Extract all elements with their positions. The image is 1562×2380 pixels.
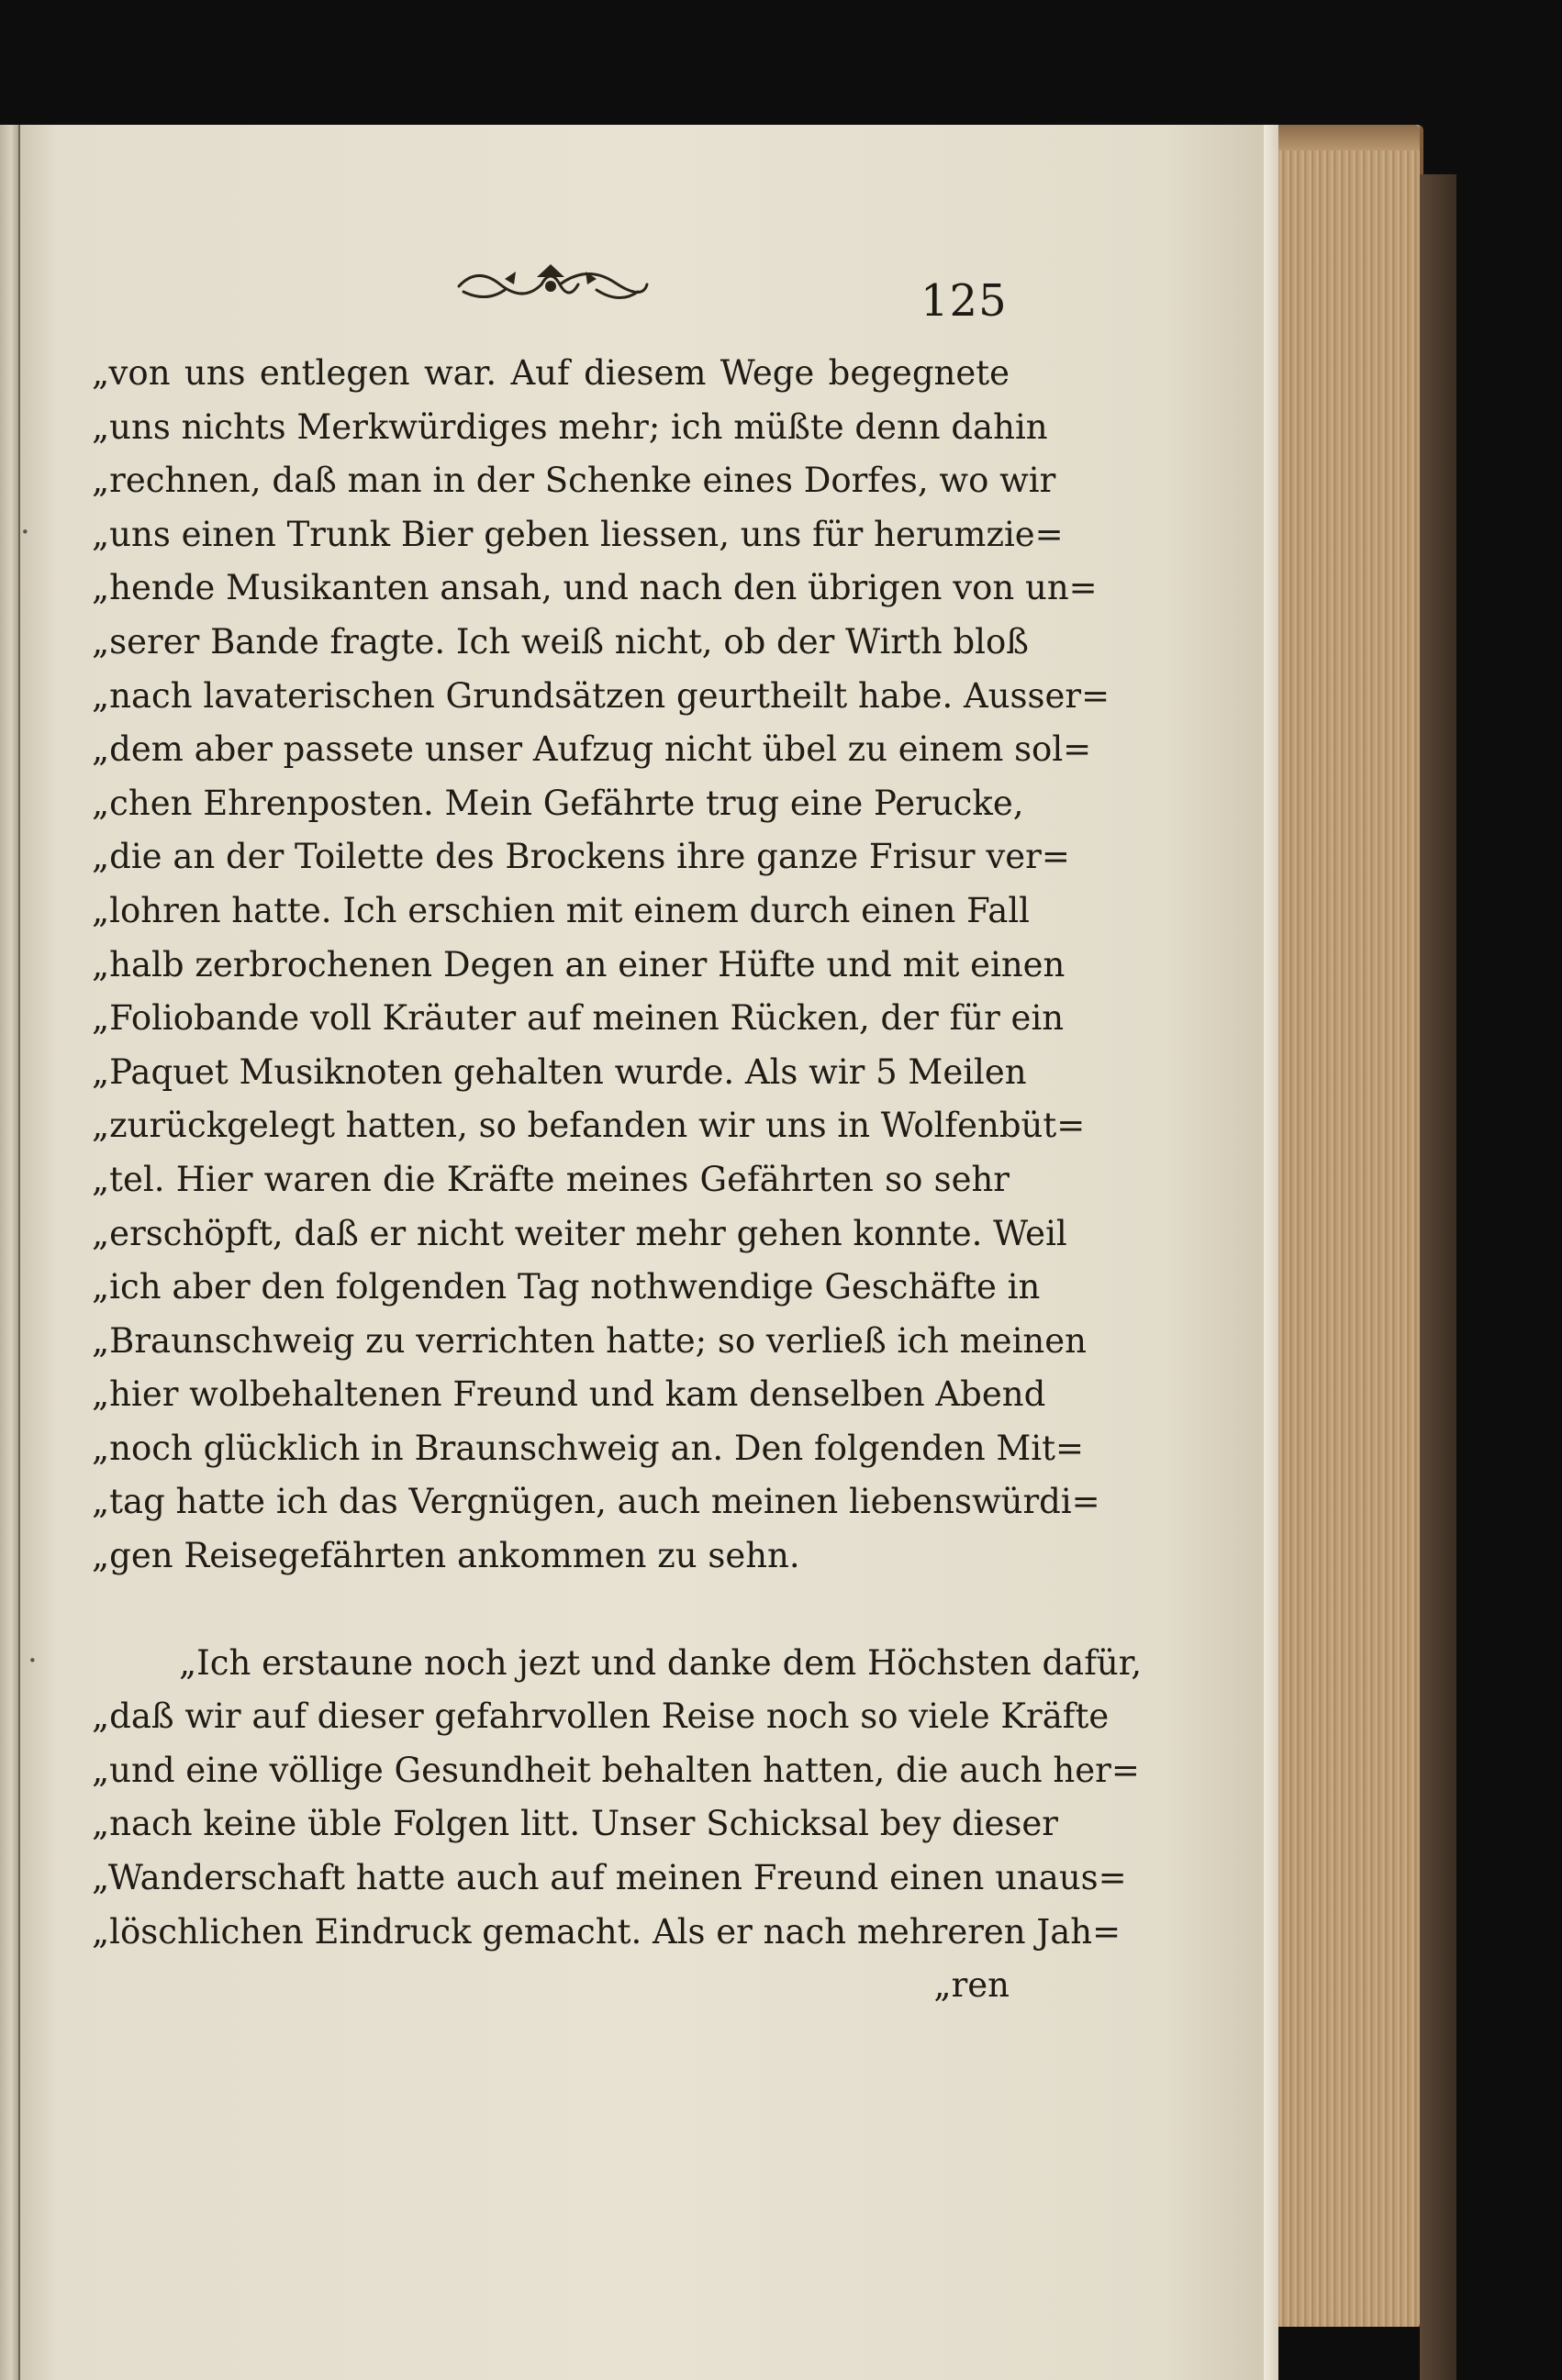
text-line: „gen Reisegefährten ankommen zu sehn. bbox=[92, 1536, 800, 1576]
text-line: „lohren hatte. Ich erschien mit einem durch einen Fall bbox=[92, 890, 1030, 930]
book-cover-board bbox=[1420, 174, 1456, 2380]
text-line: „tel. Hier waren die Kräfte meines Gefährten so sehr bbox=[92, 1159, 1010, 1199]
margin-pencil-mark: · bbox=[28, 1642, 38, 1679]
text-line: „Braunschweig zu verrichten hatte; so verließ ich meinen bbox=[92, 1320, 1087, 1361]
text-line: „uns einen Trunk Bier geben liessen, uns für herumzie= bbox=[92, 514, 1064, 554]
text-line: „Foliobande voll Kräuter auf meinen Rücken, der für ein bbox=[92, 998, 1065, 1039]
text-line: „erschöpft, daß er nicht weiter mehr gehen konnte. Weil bbox=[92, 1213, 1067, 1253]
text-line: „serer Bande fragte. Ich weiß nicht, ob der Wirth bloß bbox=[92, 621, 1029, 662]
catchword: „ren bbox=[933, 1965, 1010, 2006]
paragraph-1 bbox=[92, 347, 1110, 1584]
text-line: „Wanderschaft hatte auch auf meinen Freund einen unaus= bbox=[92, 1858, 1127, 1898]
text-line: „Ich erstaune noch jezt und danke dem Höchsten dafür, bbox=[179, 1642, 1143, 1683]
page-text bbox=[92, 347, 1143, 2013]
paragraph-2 bbox=[92, 1637, 1143, 1960]
page-number: 125 bbox=[920, 275, 1008, 327]
margin-pencil-mark: · bbox=[20, 514, 30, 551]
text-line: „Paquet Musiknoten gehalten wurde. Als wir 5 Meilen bbox=[92, 1051, 1027, 1092]
text-line: „nach lavaterischen Grundsätzen geurtheilt habe. Ausser= bbox=[92, 675, 1110, 716]
text-line: „die an der Toilette des Brockens ihre ganze Frisur ver= bbox=[92, 837, 1070, 877]
page-gutter-strip bbox=[1264, 125, 1278, 2380]
text-line: „halb zerbrochenen Degen an einer Hüfte und mit einen bbox=[92, 944, 1066, 984]
text-line: „ich aber den folgenden Tag nothwendige Geschäfte in bbox=[92, 1267, 1041, 1307]
text-line: „daß wir auf dieser gefahrvollen Reise noch so viele Kräfte bbox=[92, 1696, 1110, 1737]
printer-ornament-icon bbox=[450, 257, 652, 312]
text-line: „dem aber passete unser Aufzug nicht übel zu einem sol= bbox=[92, 729, 1092, 770]
text-line: „und eine völlige Gesundheit behalten hatten, die auch her= bbox=[92, 1750, 1140, 1790]
page-fore-edge bbox=[1264, 125, 1423, 2327]
text-line: „uns nichts Merkwürdiges mehr; ich müßte denn dahin bbox=[92, 406, 1048, 447]
facing-page-edge bbox=[0, 125, 20, 2380]
text-line: „von uns entlegen war. Auf diesem Wege begegnete bbox=[92, 353, 1010, 393]
text-line: „tag hatte ich das Vergnügen, auch meinen liebenswürdi= bbox=[92, 1482, 1100, 1522]
text-line: „noch glücklich in Braunschweig an. Den folgenden Mit= bbox=[92, 1428, 1085, 1468]
text-line: „rechnen, daß man in der Schenke eines Dorfes, wo wir bbox=[92, 461, 1056, 501]
text-line: „nach keine üble Folgen litt. Unser Schicksal bey dieser bbox=[92, 1804, 1058, 1844]
text-line: „löschlichen Eindruck gemacht. Als er nach mehreren Jah= bbox=[92, 1911, 1121, 1952]
text-line: „chen Ehrenposten. Mein Gefährte trug eine Perucke, bbox=[92, 783, 1024, 823]
text-line: „zurückgelegt hatten, so befanden wir uns in Wolfenbüt= bbox=[92, 1106, 1086, 1146]
text-line: „hier wolbehaltenen Freund und kam denselben Abend bbox=[92, 1374, 1046, 1415]
page-top-edge bbox=[1264, 125, 1420, 150]
text-line: „hende Musikanten ansah, und nach den übrigen von un= bbox=[92, 568, 1098, 608]
paragraph-gap bbox=[92, 1584, 1010, 1637]
